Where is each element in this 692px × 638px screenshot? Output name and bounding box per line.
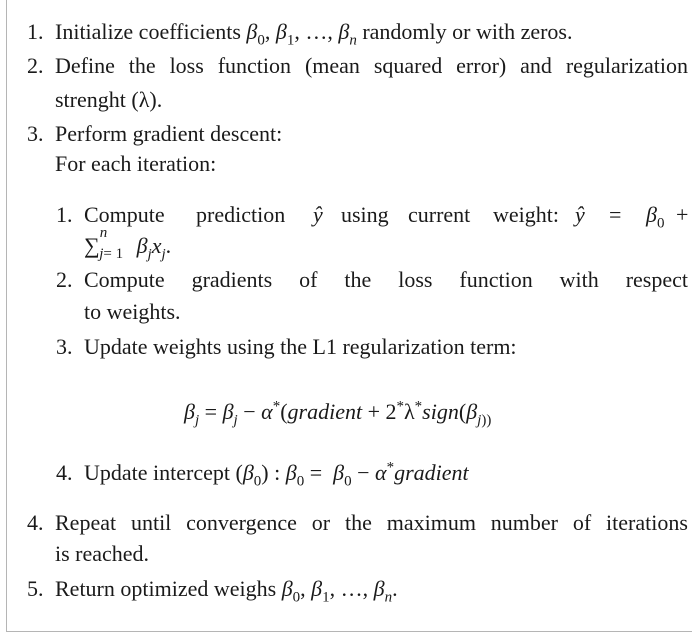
substep-1-text-line-2: ∑$^n_{j= 1}$ $\beta_jx_j$. — [84, 224, 172, 263]
substep-4-text: Update intercept $(\beta_0)$ : $\beta_0 = \beta_0$ − α*gradient — [84, 459, 469, 490]
substep-2-text-line-2: to weights. — [84, 299, 181, 324]
step-2-text-line-1: Define the loss function (mean squared error) and regularization — [55, 53, 688, 78]
step-3-subheading: For each iteration: — [55, 151, 217, 176]
step-4-text-line-2: is reached. — [55, 541, 150, 566]
step-5-text: Return optimized weighs $\beta_0$, $\beta_1$, …, $\beta_n$. — [55, 576, 398, 606]
step-4-text-line-1: Repeat until convergence or the maximum number of iterations — [55, 510, 688, 535]
substep-3-text: Update weights using the L1 regularization term: — [84, 334, 517, 359]
step-1-number: 1. — [27, 19, 44, 44]
substep-3-number: 3. — [56, 334, 73, 359]
substep-2-text-line-1: Compute gradients of the loss function with respect — [84, 267, 688, 292]
step-4-number: 4. — [27, 510, 44, 535]
step-1-text: Initialize coefficients $\beta_0$, $\beta_1$, …, $\beta_n$ randomly or with zeros. — [55, 19, 573, 49]
step-3-number: 3. — [27, 121, 44, 146]
step-2-number: 2. — [27, 53, 44, 78]
substep-1-number: 1. — [56, 202, 73, 227]
step-2-text-line-2: strenght (λ). — [55, 87, 163, 112]
step-3-text: Perform gradient descent: — [55, 121, 283, 146]
step-5-number: 5. — [27, 576, 44, 601]
update-equation: $\beta_j = \beta_j$ − α*(gradient + $2^*\lambda^*sign(\beta_{j))}$ — [184, 398, 492, 429]
substep-2-number: 2. — [56, 267, 73, 292]
substep-4-number: 4. — [56, 460, 73, 485]
